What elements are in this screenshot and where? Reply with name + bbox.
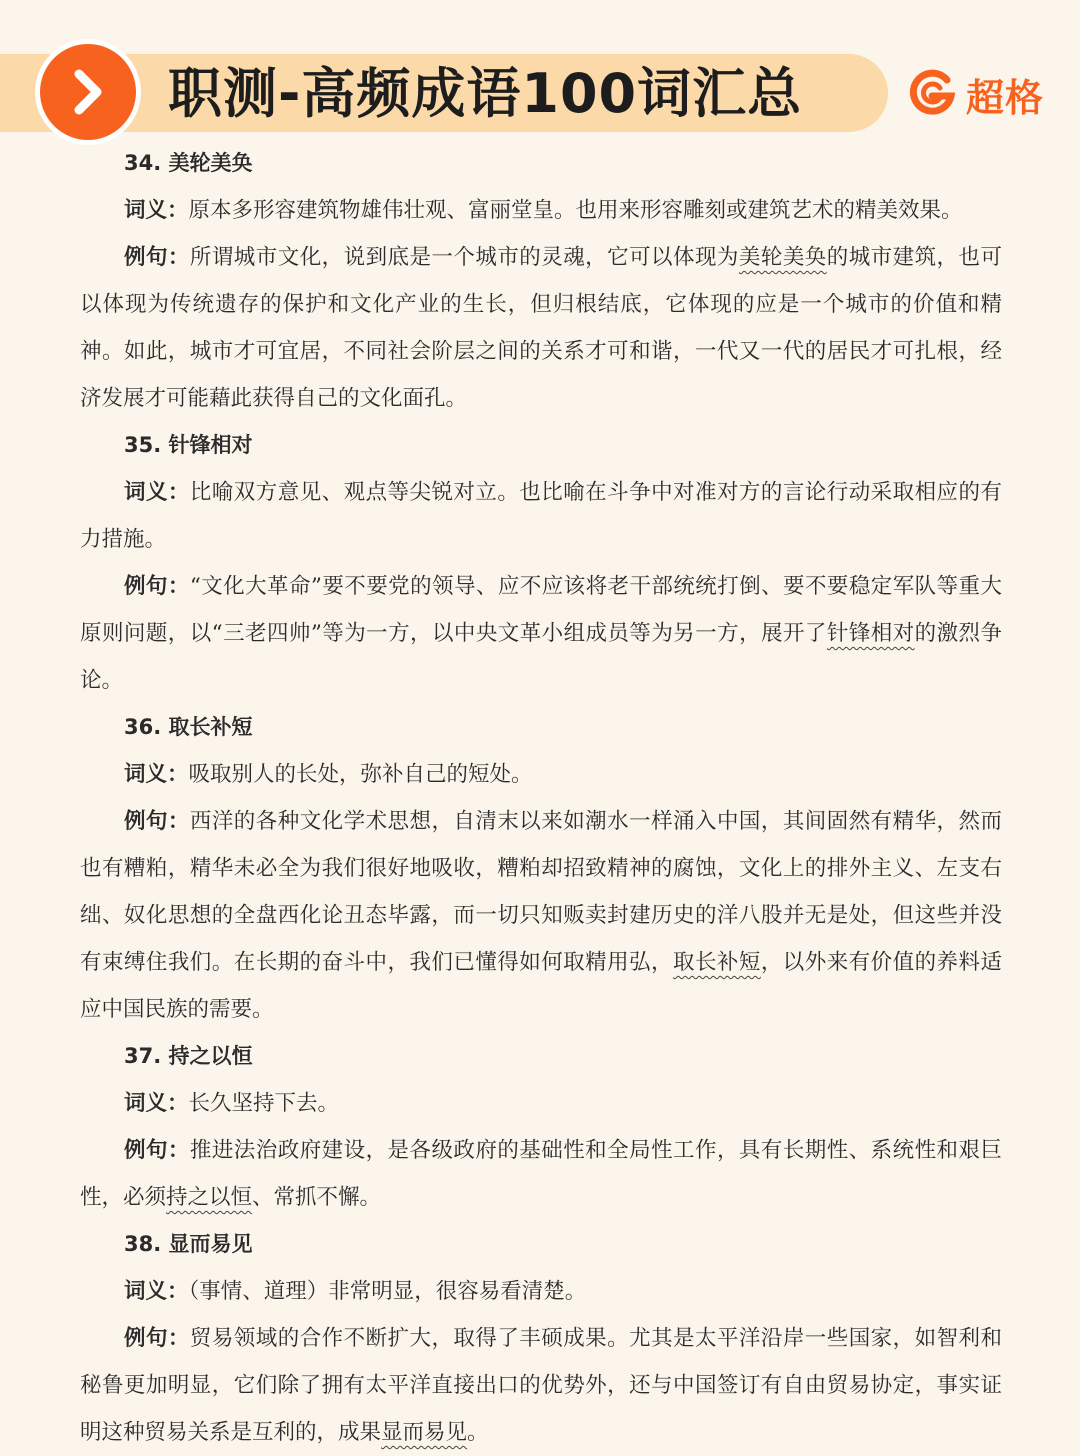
entry-example [80, 798, 1002, 1033]
meaning-label: 词义： [124, 1091, 189, 1116]
chevron-right-icon [40, 44, 136, 140]
meaning-text: 长久坚持下去。 [188, 1091, 340, 1116]
idiom-entry [80, 1221, 1002, 1456]
idiom-highlight: 美轮美奂 [738, 245, 827, 270]
meaning-label: 词义： [124, 762, 189, 787]
example-text: “文化大革命”要不要党的领导、应不应该将老干部统统打倒、要不要稳定军队等重大原则问题，以“三老四帅”等为一方，以中央文革小组成员等为另一方，展开了 [80, 574, 1002, 646]
meaning-text: 吸取别人的长处，弥补自己的短处。 [188, 762, 533, 787]
example-label: 例句： [124, 1326, 190, 1351]
entry-example [80, 1315, 1002, 1456]
meaning-text: 原本多形容建筑物雄伟壮观、富丽堂皇。也用来形容雕刻或建筑艺术的精美效果。 [188, 198, 963, 223]
example-text: 西洋的各种文化学术思想，自清末以来如潮水一样涌入中国，其间固然有精华，然而也有糟粕，精华未必全为我们很好地吸收，糟粕却招致精神的腐蚀，文化上的排外主义、左支右绌、奴化思想的全盘西化论丑态毕露，而一切只知贩卖封建历史的洋八股并无是处，但这些并没有束缚住我们。在长期的奋斗中，我们已懂得如何取精用弘， [80, 809, 1002, 975]
entry-heading: 38. 显而易见 [124, 1232, 253, 1256]
entry-meaning [80, 187, 1002, 234]
entry-example [80, 1127, 1002, 1221]
idiom-entry [80, 1033, 1002, 1221]
idiom-list [80, 140, 1002, 1456]
idiom-entry [80, 422, 1002, 704]
entry-meaning [80, 469, 1002, 563]
meaning-label: 词义： [124, 480, 190, 505]
entry-example [80, 234, 1002, 422]
example-text: 的城市建筑，也可以体现为传统遗存的保护和文化产业的生长，但归根结底，它体现的应是一个城市的价值和精神。如此，城市才可宜居，不同社会阶层之间的关系才可和谐，一代又一代的居民才可扎根，经济发展才可能藉此获得自己的文化面孔。 [80, 245, 1002, 411]
entry-meaning [80, 1268, 1002, 1315]
meaning-label: 词义： [124, 198, 189, 223]
example-label: 例句： [124, 1138, 190, 1163]
example-text: 推进法治政府建设，是各级政府的基础性和全局性工作，具有长期性、系统性和艰巨性，必须 [80, 1138, 1002, 1210]
brand-logo [906, 66, 1044, 122]
idiom-highlight: 显而易见 [381, 1420, 468, 1445]
idiom-entry [80, 140, 1002, 422]
entry-example [80, 563, 1002, 704]
example-text: 、常抓不懈。 [252, 1185, 382, 1210]
example-text: ，以外来有价值的养料适应中国民族的需要。 [80, 950, 1002, 1022]
entry-heading: 34. 美轮美奂 [124, 151, 253, 175]
example-text: 贸易领域的合作不断扩大，取得了丰硕成果。尤其是太平洋沿岸一些国家，如智利和秘鲁更加明显，它们除了拥有太平洋直接出口的优势外，还与中国签订有自由贸易协定，事实证明这种贸易关系是互利的，成果 [80, 1326, 1002, 1445]
entry-heading: 36. 取长补短 [124, 715, 253, 739]
meaning-text: 比喻双方意见、观点等尖锐对立。也比喻在斗争中对准对方的言论行动采取相应的有力措施。 [80, 480, 1002, 552]
entry-meaning [80, 1080, 1002, 1127]
idiom-highlight: 针锋相对 [826, 621, 915, 646]
logo-text: 超格 [966, 75, 1045, 120]
meaning-label: 词义： [124, 1279, 189, 1304]
idiom-highlight: 持之以恒 [166, 1185, 253, 1210]
example-label: 例句： [124, 574, 190, 599]
entry-heading: 35. 针锋相对 [124, 433, 253, 457]
example-text: 所谓城市文化，说到底是一个城市的灵魂，它可以体现为 [189, 245, 739, 270]
entry-meaning [80, 751, 1002, 798]
logo-mark-icon [906, 66, 958, 122]
page-title: 职测-高频成语100词汇总 [168, 62, 803, 125]
example-label: 例句： [124, 809, 190, 834]
example-text: 的激烈争论。 [80, 621, 1002, 693]
idiom-highlight: 取长补短 [672, 950, 761, 975]
meaning-text: （事情、道理）非常明显，很容易看清楚。 [188, 1279, 587, 1304]
example-label: 例句： [124, 245, 190, 270]
example-text: 。 [467, 1420, 489, 1445]
idiom-entry [80, 704, 1002, 1033]
entry-heading: 37. 持之以恒 [124, 1044, 253, 1068]
